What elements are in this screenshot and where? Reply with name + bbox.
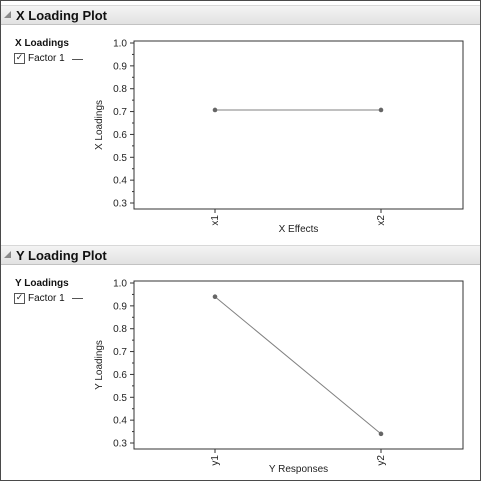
y-tick-label: 0.3	[113, 198, 127, 210]
y-tick-label: 0.5	[113, 152, 127, 164]
y-tick-label: 0.8	[113, 324, 127, 336]
legend-title: X Loadings	[15, 38, 69, 49]
y-tick-label: 0.6	[113, 369, 127, 381]
y-tick-label: 0.4	[113, 175, 127, 187]
legend-title: Y Loadings	[15, 278, 69, 289]
y-tick-label: 0.8	[113, 84, 127, 96]
y-tick-label: 1.0	[113, 38, 127, 50]
y-tick-label: 0.6	[113, 129, 127, 141]
y-tick-label: 0.5	[113, 392, 127, 404]
x-tick-label: x2	[376, 215, 387, 226]
y-tick-label: 0.4	[113, 415, 127, 427]
y-tick-label: 0.9	[113, 301, 127, 313]
y-axis-label: X Loadings	[94, 99, 105, 151]
data-point	[379, 108, 384, 113]
y-tick-label: 0.3	[113, 438, 127, 450]
section-title: X Loading Plot	[16, 8, 107, 23]
x-tick-label: y1	[210, 455, 221, 466]
legend-item-label: Factor 1	[28, 293, 65, 304]
legend-item-label: Factor 1	[28, 53, 65, 64]
x-loading-chart	[1, 1, 480, 241]
x-axis-label: Y Responses	[268, 464, 329, 475]
factor-checkbox[interactable]: ✓	[15, 53, 24, 63]
data-point	[379, 432, 384, 437]
factor-checkbox[interactable]: ✓	[15, 293, 24, 303]
x-tick-label: x1	[210, 215, 221, 226]
x-axis-label: X Effects	[278, 224, 319, 235]
y-tick-label: 0.7	[113, 347, 127, 359]
plot-frame	[134, 41, 463, 209]
plot-frame	[134, 281, 463, 449]
y-tick-label: 1.0	[113, 278, 127, 290]
y-tick-label: 0.7	[113, 107, 127, 119]
y-axis-label: Y Loadings	[94, 340, 105, 390]
data-point	[213, 294, 218, 299]
y-loading-chart	[1, 241, 480, 480]
data-point	[213, 108, 218, 113]
section-title: Y Loading Plot	[16, 248, 107, 263]
y-tick-label: 0.9	[113, 61, 127, 73]
x-tick-label: y2	[376, 455, 387, 466]
